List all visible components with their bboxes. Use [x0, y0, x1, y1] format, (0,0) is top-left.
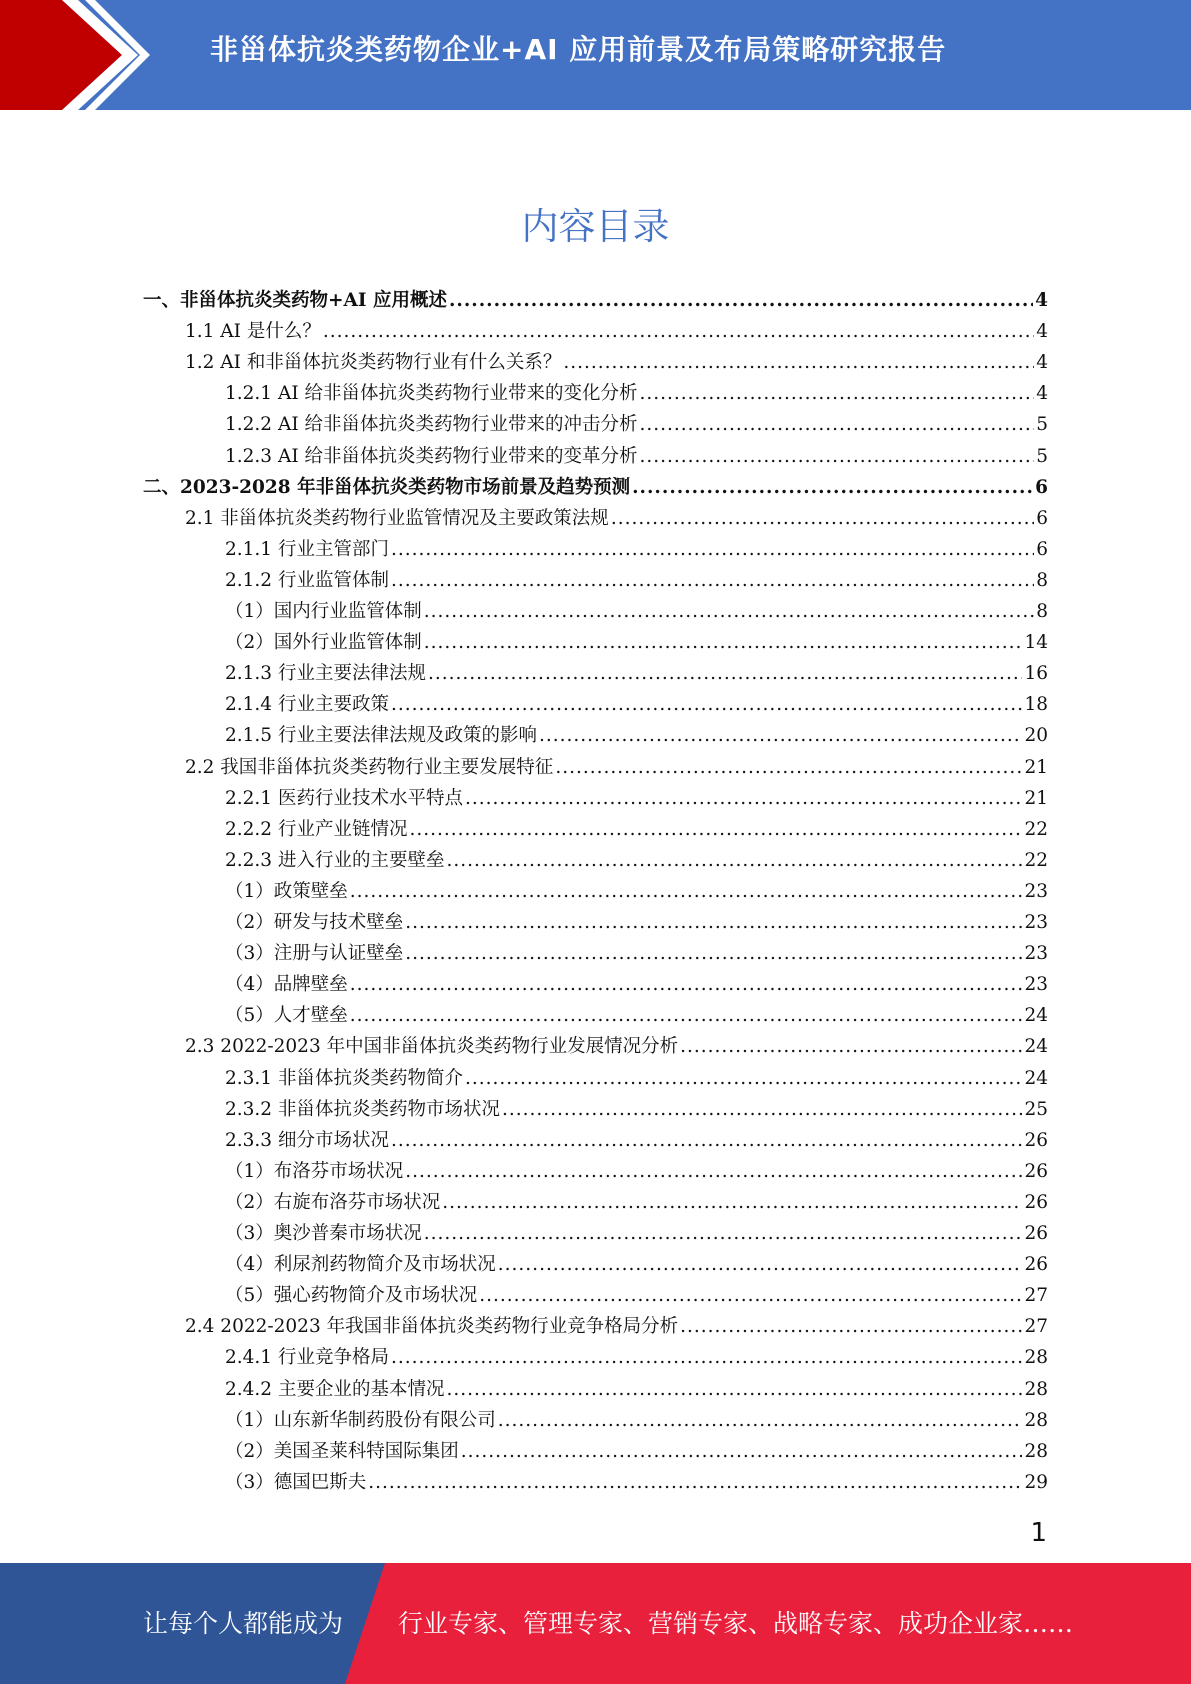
toc-entry-page: 24 — [1024, 1036, 1048, 1058]
toc-entry[interactable] — [225, 1125, 1048, 1156]
toc-entry[interactable] — [225, 1280, 1048, 1311]
toc-dot-leader — [405, 1156, 1022, 1187]
toc-dot-leader — [611, 503, 1034, 534]
toc-entry-label: （4）品牌壁垒 — [225, 974, 348, 996]
toc-entry-label: （2）研发与技术壁垒 — [225, 912, 404, 933]
toc-entry[interactable] — [143, 472, 1048, 503]
toc-dot-leader — [640, 378, 1035, 409]
toc-entry[interactable] — [185, 1311, 1048, 1342]
toc-entry[interactable] — [225, 1187, 1048, 1218]
toc-entry-label: 2.4 2022-2023 年我国非甾体抗炎类药物行业竞争格局分析 — [185, 1316, 679, 1338]
toc-entry-page: 24 — [1024, 1067, 1048, 1089]
toc-entry[interactable] — [225, 409, 1048, 440]
toc-dot-leader — [424, 627, 1023, 658]
toc-dot-leader — [391, 1342, 1022, 1373]
toc-entry-page: 22 — [1024, 818, 1048, 840]
toc-dot-leader — [465, 1063, 1022, 1094]
toc-entry-page: 20 — [1024, 725, 1048, 747]
toc-entry-label: 2.1.5 行业主要法律法规及政策的影响 — [225, 725, 537, 747]
toc-dot-leader — [405, 938, 1022, 969]
toc-entry-label: 2.4.1 行业竞争格局 — [225, 1347, 389, 1369]
toc-entry-label: （1）国内行业监管体制 — [225, 601, 422, 622]
toc-entry-label: （1）山东新华制药股份有限公司 — [225, 1409, 496, 1431]
toc-entry[interactable] — [225, 1249, 1048, 1280]
toc-entry-label: （5）强心药物简介及市场状况 — [225, 1285, 478, 1307]
toc-dot-leader — [446, 845, 1022, 876]
page-header — [0, 0, 1191, 110]
report-title: 非甾体抗炎类药物企业+AI 应用前景及布局策略研究报告 — [210, 33, 947, 66]
toc-entry[interactable] — [225, 534, 1048, 565]
toc-dot-leader — [640, 409, 1035, 440]
toc-dot-leader — [350, 876, 1023, 907]
toc-entry-label: 2.3.2 非甾体抗炎类药物市场状况 — [225, 1098, 500, 1120]
toc-entry-label: 1.2.2 AI 给非甾体抗炎类药物行业带来的冲击分析 — [225, 414, 638, 436]
toc-dot-leader — [640, 441, 1035, 472]
toc-entry-page: 25 — [1024, 1098, 1048, 1120]
toc-entry[interactable] — [225, 814, 1048, 845]
toc-dot-leader — [680, 1311, 1022, 1342]
toc-entry-page: 26 — [1024, 1160, 1048, 1182]
toc-entry-label: 1.2.3 AI 给非甾体抗炎类药物行业带来的变革分析 — [225, 445, 638, 467]
toc-entry-page: 23 — [1024, 974, 1048, 996]
toc-entry[interactable] — [225, 1156, 1048, 1187]
toc-dot-leader — [465, 783, 1022, 814]
toc-entry[interactable] — [225, 1374, 1048, 1405]
toc-entry-label: 1.2 AI 和非甾体抗炎类药物行业有什么关系？ — [185, 352, 562, 374]
toc-entry-label: 2.1.4 行业主要政策 — [225, 694, 389, 716]
toc-dot-leader — [563, 347, 1034, 378]
toc-entry-page: 27 — [1024, 1316, 1048, 1338]
toc-entry-page: 4 — [1036, 383, 1048, 405]
toc-entry-page: 18 — [1024, 694, 1048, 716]
toc-entry-page: 4 — [1036, 321, 1048, 343]
toc-entry-label: （2）右旋布洛芬市场状况 — [225, 1191, 441, 1213]
toc-entry-page: 16 — [1024, 663, 1048, 685]
toc-entry[interactable] — [225, 1000, 1048, 1031]
toc-entry-label: （3）奥沙普秦市场状况 — [225, 1223, 422, 1244]
toc-entry-page: 26 — [1024, 1129, 1048, 1151]
toc-entry-label: 2.1 非甾体抗炎类药物行业监管情况及主要政策法规 — [185, 507, 609, 529]
toc-entry-label: 一、非甾体抗炎类药物+AI 应用概述 — [143, 290, 447, 311]
toc-dot-leader — [350, 1000, 1023, 1031]
toc-entry-label: 2.3.1 非甾体抗炎类药物简介 — [225, 1067, 463, 1089]
toc-entry-page: 21 — [1024, 756, 1048, 778]
toc-dot-leader — [409, 814, 1022, 845]
toc-entry[interactable] — [225, 1405, 1048, 1436]
toc-entry-page: 6 — [1036, 538, 1048, 560]
toc-entry-page: 28 — [1024, 1440, 1048, 1462]
toc-entry-page: 4 — [1036, 352, 1048, 374]
toc-entry-page: 5 — [1036, 414, 1048, 436]
toc-entry-page: 5 — [1036, 445, 1048, 467]
toc-entry[interactable] — [185, 316, 1048, 347]
toc-entry-label: （4）利尿剂药物简介及市场状况 — [225, 1254, 496, 1276]
toc-entry-label: 2.4.2 主要企业的基本情况 — [225, 1378, 445, 1400]
toc-entry-label: 2.1.3 行业主要法律法规 — [225, 663, 426, 685]
toc-dot-leader — [555, 752, 1022, 783]
toc-entry[interactable] — [225, 938, 1048, 969]
toc-entry-page: 6 — [1035, 476, 1048, 498]
toc-entry-page: 4 — [1035, 290, 1048, 311]
toc-entry-page: 6 — [1036, 507, 1048, 529]
toc-entry[interactable] — [225, 907, 1048, 938]
toc-entry-page: 8 — [1036, 601, 1048, 622]
toc-dot-leader — [391, 689, 1022, 720]
toc-dot-leader — [391, 1125, 1022, 1156]
toc-entry[interactable] — [225, 1063, 1048, 1094]
toc-entry[interactable] — [225, 1094, 1048, 1125]
toc-entry-label: （1）布洛芬市场状况 — [225, 1160, 404, 1182]
toc-entry[interactable] — [225, 565, 1048, 596]
toc-dot-leader — [498, 1249, 1023, 1280]
toc-dot-leader — [442, 1187, 1022, 1218]
toc-entry-label: 2.3 2022-2023 年中国非甾体抗炎类药物行业发展情况分析 — [185, 1036, 679, 1058]
toc-dot-leader — [449, 285, 1033, 316]
toc-dot-leader — [405, 907, 1022, 938]
toc-entry-label: 2.1.2 行业监管体制 — [225, 569, 389, 591]
toc-entry-label: 1.2.1 AI 给非甾体抗炎类药物行业带来的变化分析 — [225, 383, 638, 405]
toc-entry-page: 24 — [1024, 1005, 1048, 1027]
toc-entry-page: 26 — [1024, 1254, 1048, 1276]
toc-entry-label: 2.2 我国非甾体抗炎类药物行业主要发展特征 — [185, 756, 554, 778]
toc-entry[interactable] — [225, 783, 1048, 814]
toc-dot-leader — [502, 1094, 1022, 1125]
toc-entry[interactable] — [225, 441, 1048, 472]
toc-entry-page: 28 — [1024, 1347, 1048, 1369]
toc-heading: 内容目录 — [521, 205, 670, 248]
toc-entry-page: 14 — [1024, 632, 1048, 654]
toc-entry[interactable] — [225, 378, 1048, 409]
toc-dot-leader — [479, 1280, 1022, 1311]
toc-entry[interactable] — [225, 627, 1048, 658]
toc-entry[interactable] — [143, 285, 1048, 316]
toc-entry-label: （2）美国圣莱科特国际集团 — [225, 1440, 459, 1462]
toc-dot-leader — [424, 596, 1034, 627]
toc-entry[interactable] — [185, 752, 1048, 783]
toc-entry-label: 二、2023-2028 年非甾体抗炎类药物市场前景及趋势预测 — [143, 476, 631, 498]
toc-dot-leader — [461, 1436, 1023, 1467]
toc-entry-label: 2.3.3 细分市场状况 — [225, 1129, 389, 1151]
footer-slogan-left: 让每个人都能成为 — [143, 1609, 344, 1638]
toc-entry-label: （3）注册与认证壁垒 — [225, 943, 404, 965]
toc-entry-page: 22 — [1024, 849, 1048, 871]
toc-entry-page: 29 — [1024, 1471, 1048, 1493]
toc-dot-leader — [498, 1405, 1023, 1436]
toc-entry-label: 2.2.2 行业产业链情况 — [225, 818, 408, 840]
page-number: 1 — [1030, 1518, 1047, 1548]
toc-dot-leader — [632, 472, 1033, 503]
toc-entry-page: 8 — [1036, 569, 1048, 591]
toc-entry-label: （3）德国巴斯夫 — [225, 1471, 367, 1493]
toc-entry-page: 21 — [1024, 787, 1048, 809]
toc-entry-label: （5）人才壁垒 — [225, 1005, 348, 1027]
toc-entry-label: （1）政策壁垒 — [225, 880, 348, 902]
toc-entry-page: 23 — [1024, 943, 1048, 965]
toc-entry-page: 23 — [1024, 880, 1048, 902]
toc-entry-page: 27 — [1024, 1285, 1048, 1307]
toc-entry[interactable] — [225, 689, 1048, 720]
toc-entry-page: 28 — [1024, 1409, 1048, 1431]
toc-entry[interactable] — [225, 969, 1048, 1000]
footer-slogan-right: 行业专家、管理专家、营销专家、战略专家、成功企业家…… — [398, 1609, 1074, 1638]
toc-entry[interactable] — [225, 845, 1048, 876]
toc-dot-leader — [680, 1031, 1022, 1062]
toc-entry[interactable] — [225, 1436, 1048, 1467]
toc-entry-label: 1.1 AI 是什么？ — [185, 321, 321, 343]
toc-entry-page: 28 — [1024, 1378, 1048, 1400]
toc-entry[interactable] — [225, 876, 1048, 907]
toc-entry-label: （2）国外行业监管体制 — [225, 632, 422, 654]
toc-dot-leader — [539, 720, 1022, 751]
page-footer — [0, 1563, 1191, 1684]
toc-dot-leader — [391, 534, 1034, 565]
toc-entry-label: 2.2.3 进入行业的主要壁垒 — [225, 849, 445, 871]
toc-entry-label: 2.1.1 行业主管部门 — [225, 538, 389, 560]
toc-entry-label: 2.2.1 医药行业技术水平特点 — [225, 787, 463, 809]
toc-dot-leader — [323, 316, 1034, 347]
toc-entry[interactable] — [225, 1218, 1048, 1249]
toc-dot-leader — [350, 969, 1023, 1000]
toc-entry[interactable] — [225, 1467, 1048, 1498]
toc-entry-page: 26 — [1024, 1223, 1048, 1244]
toc-dot-leader — [424, 1218, 1023, 1249]
toc-entry-page: 26 — [1024, 1191, 1048, 1213]
toc-entry[interactable] — [225, 658, 1048, 689]
toc-entry[interactable] — [185, 347, 1048, 378]
toc-dot-leader — [391, 565, 1034, 596]
toc-entry[interactable] — [185, 1031, 1048, 1062]
toc-entry-page: 23 — [1024, 912, 1048, 933]
toc-dot-leader — [446, 1374, 1022, 1405]
toc-entry[interactable] — [225, 596, 1048, 627]
toc-dot-leader — [428, 658, 1022, 689]
toc-entry[interactable] — [225, 720, 1048, 751]
toc-dot-leader — [368, 1467, 1022, 1498]
toc-entry[interactable] — [185, 503, 1048, 534]
toc-entry[interactable] — [225, 1342, 1048, 1373]
